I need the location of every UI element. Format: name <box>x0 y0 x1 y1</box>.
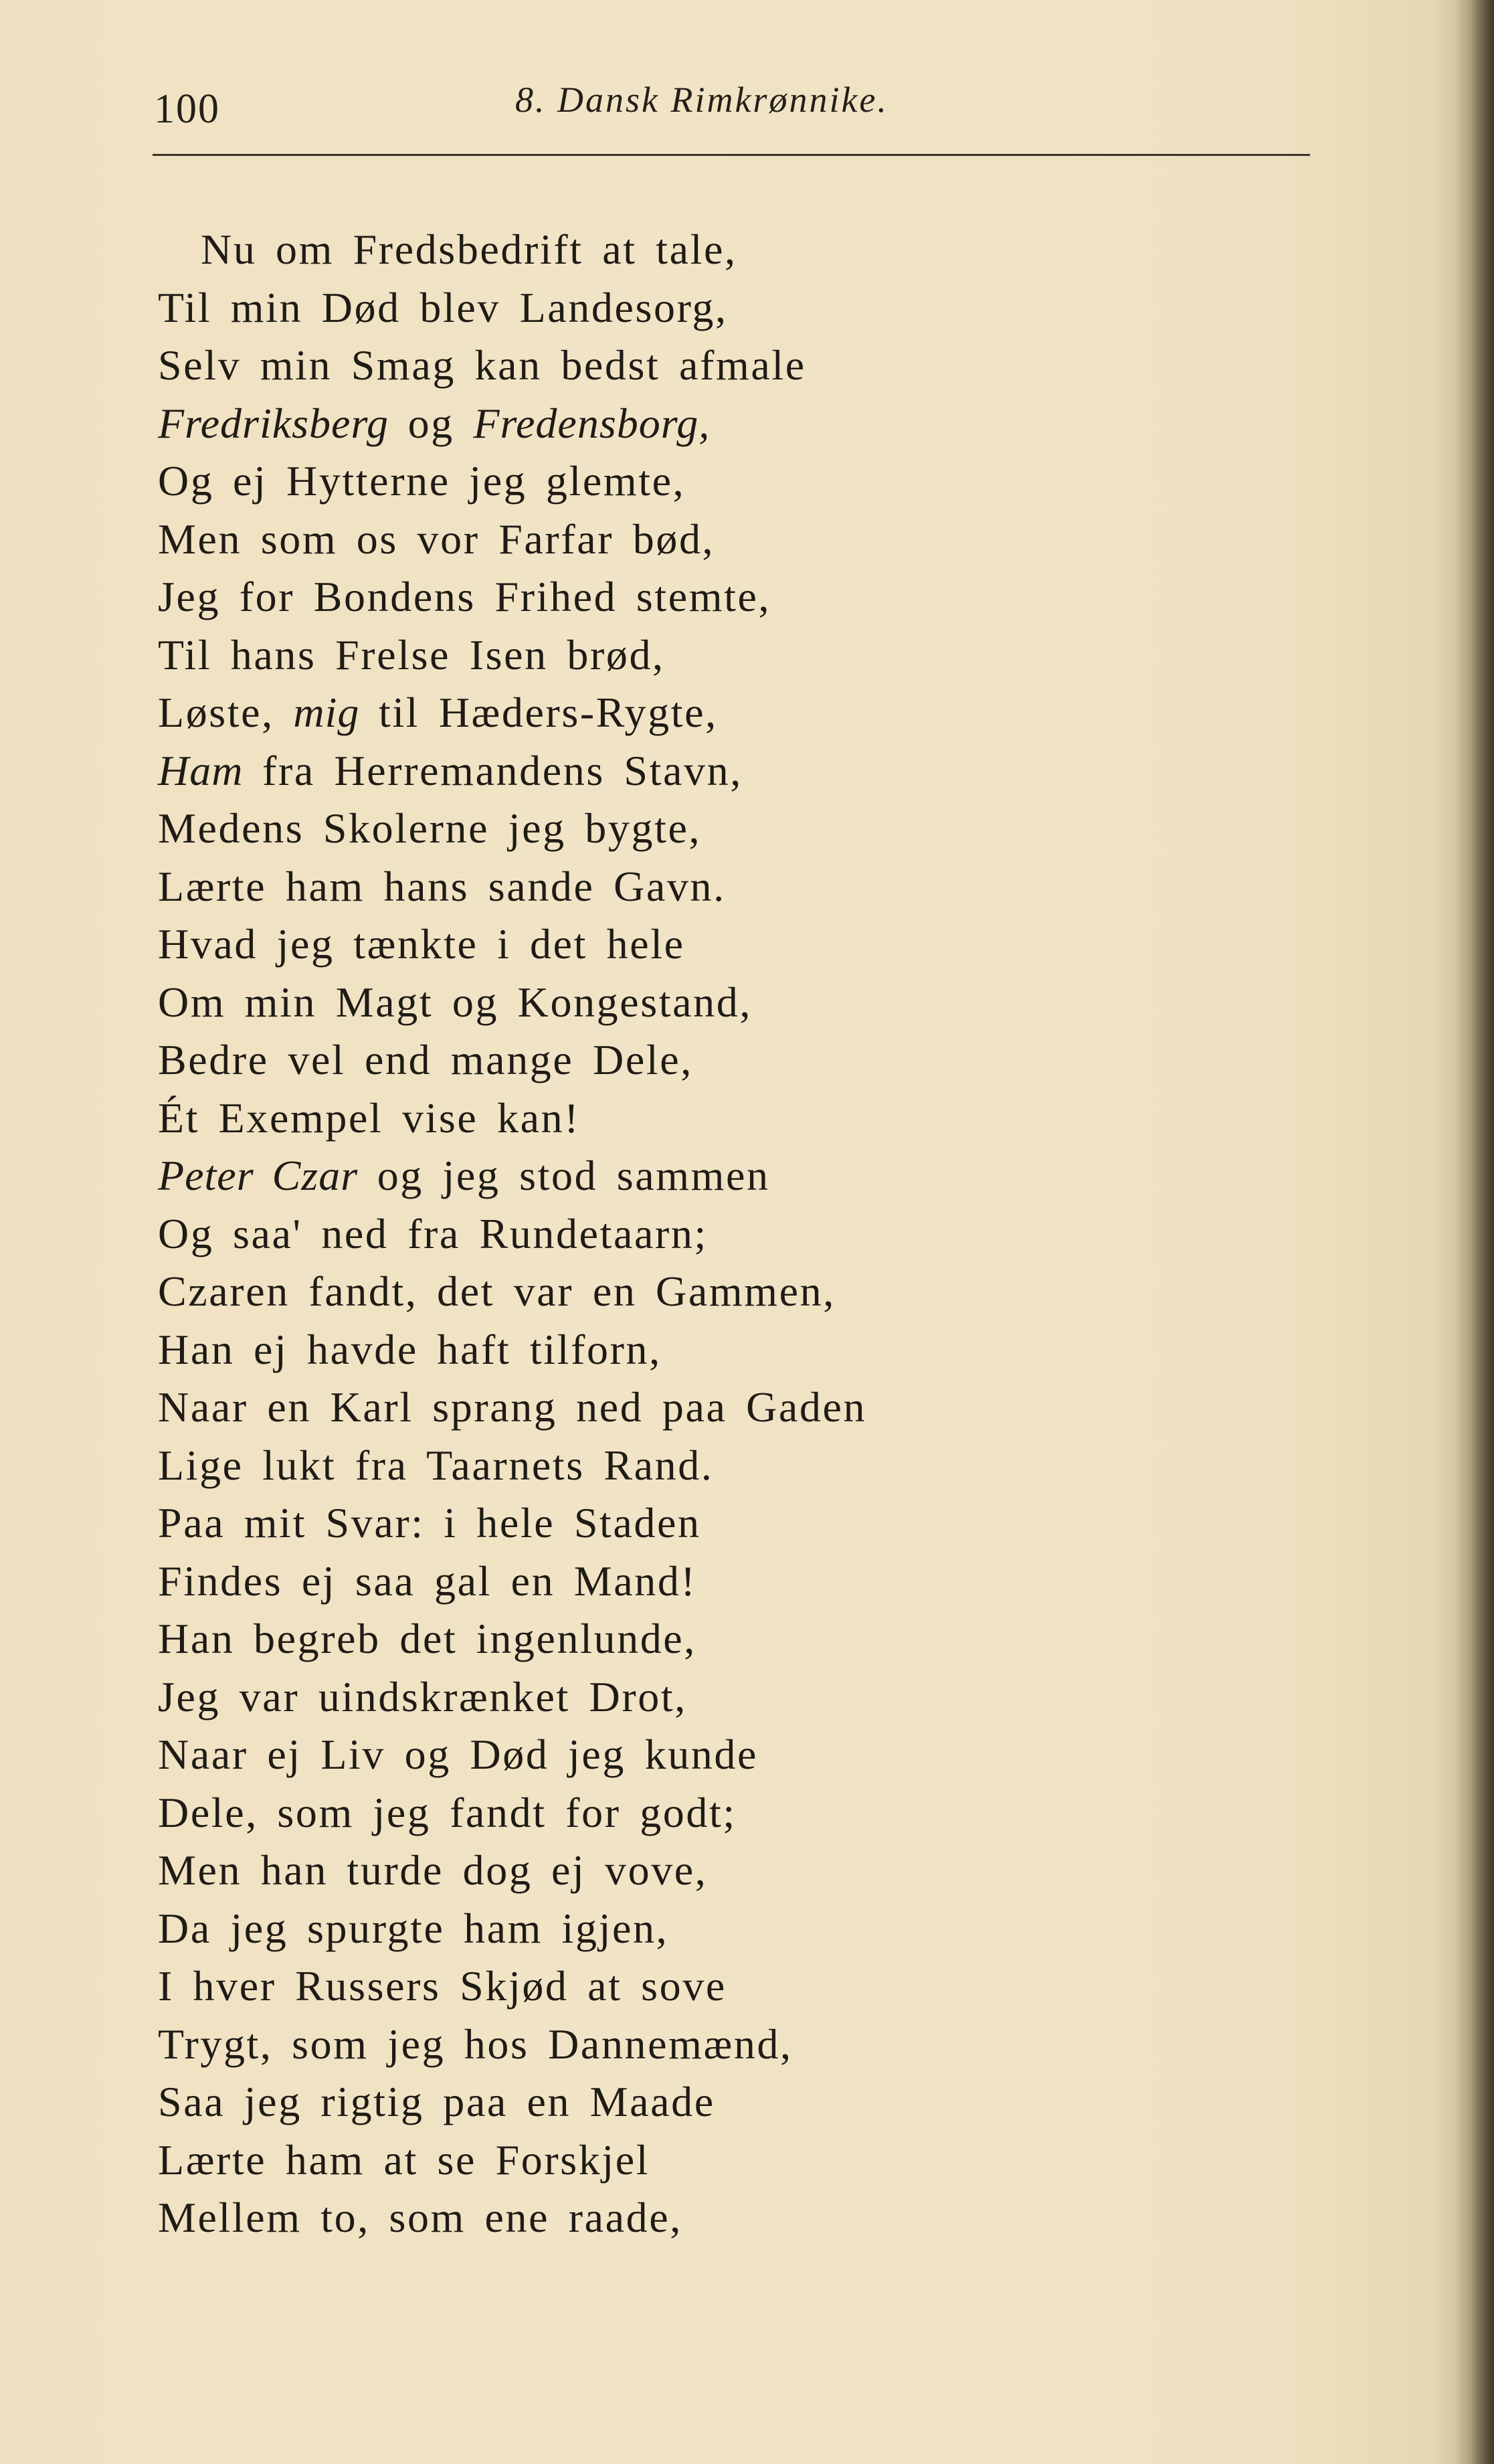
poem-line <box>158 800 1161 858</box>
poem-line <box>158 1321 1161 1379</box>
poem-line <box>158 1842 1161 1900</box>
poem-line-italic-text: mig <box>293 689 360 736</box>
poem-line-italic-text: Fredriksberg <box>158 399 389 447</box>
poem-line <box>158 1379 1161 1437</box>
poem-line-text: Saa jeg rigtig paa en Maade <box>158 2078 715 2125</box>
poem-line-text: og <box>388 399 474 447</box>
poem-line-text: Lærte ham at se Forskjel <box>158 2135 650 2184</box>
poem-line-text: Og saa' ned fra Rundetaarn; <box>158 1209 708 1257</box>
poem-line-text: Medens Skolerne jeg bygte, <box>158 804 702 852</box>
poem-line-text: I hver Russers Skjød at sove <box>158 1962 727 2010</box>
poem-line <box>158 1031 1161 1089</box>
poem-line-text: Jeg var uindskrænket Drot, <box>158 1672 687 1721</box>
poem-line-text: til Hæders-Rygte, <box>359 689 718 736</box>
poem-line-text: Findes ej saa gal en Mand! <box>158 1557 697 1605</box>
poem-line <box>158 337 1161 395</box>
page-header <box>154 79 1308 133</box>
poem-line <box>158 1610 1161 1668</box>
poem-line-text: Lærte ham hans sande Gavn. <box>158 862 726 910</box>
poem-line <box>158 2189 1161 2247</box>
poem-line <box>158 2073 1161 2131</box>
poem-line <box>158 684 1161 742</box>
poem-line <box>158 2016 1161 2074</box>
poem-line-text: Naar ej Liv og Død jeg kunde <box>158 1731 759 1778</box>
poem-line-italic-text: Peter Czar <box>158 1152 359 1199</box>
poem-line-text: Da jeg spurgte ham igjen, <box>158 1904 669 1952</box>
poem-line <box>158 1553 1161 1611</box>
poem-line-text: Bedre vel end mange Dele, <box>158 1036 693 1083</box>
poem-line <box>158 2131 1161 2190</box>
poem-line <box>158 221 1161 279</box>
poem-line <box>158 1089 1161 1148</box>
poem-line-text: Og ej Hytterne jeg glemte, <box>158 457 686 505</box>
poem-line <box>158 742 1161 800</box>
poem-line <box>158 1784 1161 1842</box>
poem-line <box>158 1205 1161 1263</box>
poem-line-text: Til hans Frelse Isen brød, <box>158 630 665 679</box>
poem-line <box>158 1494 1161 1553</box>
poem-line <box>158 1900 1161 1958</box>
poem-line-text: Jeg for Bondens Frihed stemte, <box>158 573 771 620</box>
poem-line-text: Mellem to, som ene raade, <box>158 2194 682 2241</box>
poem-line-text: Paa mit Svar: i hele Staden <box>158 1499 701 1547</box>
poem-line <box>158 626 1161 685</box>
poem-line-text: Hvad jeg tænkte i det hele <box>158 920 685 968</box>
poem-line-text: Men som os vor Farfar bød, <box>158 515 715 563</box>
poem-line-text: Lige lukt fra Taarnets Rand. <box>158 1441 714 1489</box>
poem-line <box>158 1726 1161 1784</box>
poem-line <box>158 395 1161 453</box>
poem-line <box>158 568 1161 626</box>
poem-line <box>158 1437 1161 1495</box>
poem-line <box>158 279 1161 337</box>
page-number: 100 <box>154 86 220 132</box>
poem-line-text: Trygt, som jeg hos Dannemænd, <box>158 2020 793 2068</box>
poem-line <box>158 1668 1161 1727</box>
poem-line-text: Om min Magt og Kongestand, <box>158 978 752 1026</box>
poem-line-text: Han ej havde haft tilforn, <box>158 1325 662 1373</box>
page-edge-shadow <box>1455 0 1494 2464</box>
poem-line-italic-text: Ham <box>158 746 244 794</box>
poem-line-text: Han begreb det ingenlunde, <box>158 1615 696 1662</box>
poem-line <box>158 452 1161 511</box>
poem-line <box>158 858 1161 916</box>
poem-line-text: Dele, som jeg fandt for godt; <box>158 1788 737 1836</box>
poem-line <box>158 1263 1161 1321</box>
poem-line-text: Til min Død blev Landesorg, <box>158 283 728 331</box>
poem-line-text: Naar en Karl sprang ned paa Gaden <box>158 1383 867 1431</box>
poem-line-text: Løste, <box>158 689 294 736</box>
poem-line <box>158 1147 1161 1205</box>
poem-text <box>158 221 1161 2247</box>
poem-line <box>158 511 1161 569</box>
poem-line-text: og jeg stod sammen <box>358 1152 770 1199</box>
poem-line <box>158 915 1161 974</box>
poem-line-text: Selv min Smag kan bedst afmale <box>158 341 806 389</box>
poem-line <box>158 1957 1161 2016</box>
poem-line-italic-text: Fredensborg, <box>473 399 711 447</box>
poem-line-text: Nu om Fredsbedrift at tale, <box>201 226 737 273</box>
poem-line-text: Ét Exempel vise kan! <box>158 1093 581 1142</box>
poem-line-text: fra Herremandens Stavn, <box>243 746 743 794</box>
poem-line-text: Men han turde dog ej vove, <box>158 1846 708 1894</box>
poem-line <box>158 974 1161 1032</box>
poem-line-text: Czaren fandt, det var en Gammen, <box>158 1267 836 1315</box>
running-head: 8. Dansk Rimkrønnike. <box>515 80 889 120</box>
header-rule <box>153 154 1310 156</box>
